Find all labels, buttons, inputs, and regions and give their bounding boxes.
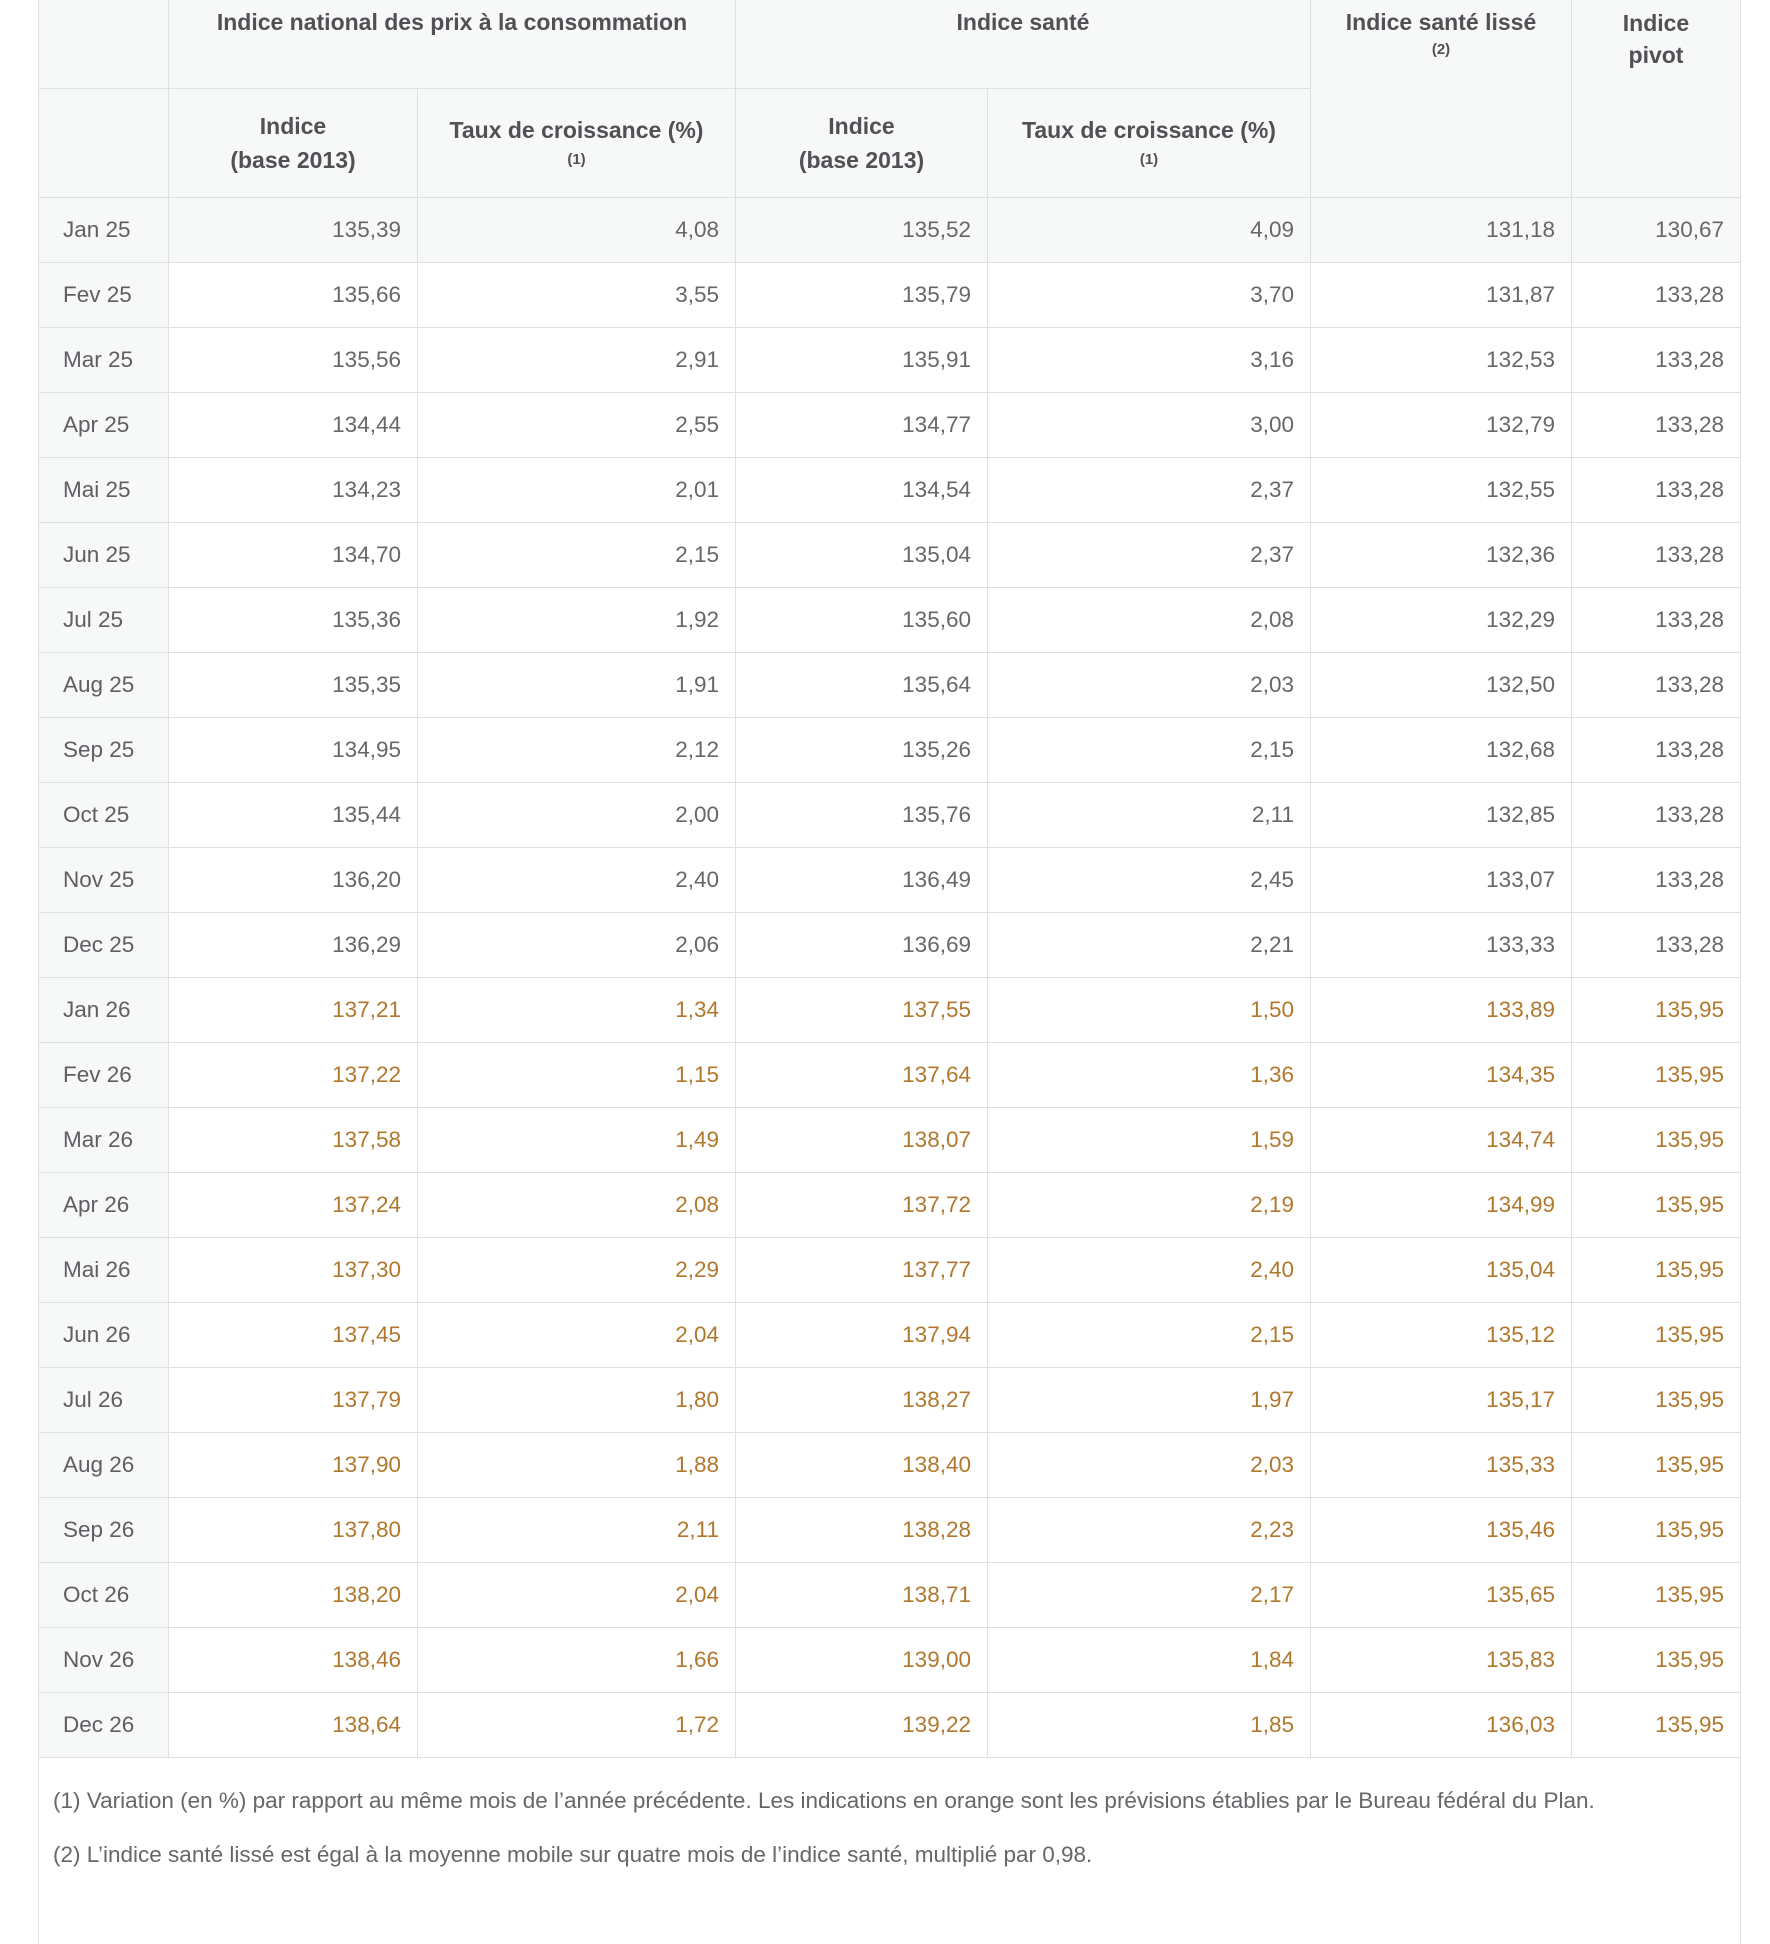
- table-row: [39, 262, 1741, 327]
- value-cell: 134,95: [169, 717, 418, 782]
- value-cell: 139,00: [736, 1627, 988, 1692]
- value-cell: 1,50: [988, 977, 1311, 1042]
- table-row: [39, 1692, 1741, 1757]
- month-cell: Mar 25: [39, 327, 169, 392]
- table-row: [39, 1107, 1741, 1172]
- group-header-sante-lisse: [1311, 0, 1572, 197]
- value-cell: 1,91: [418, 652, 736, 717]
- table-row: [39, 197, 1741, 262]
- month-cell: Oct 26: [39, 1562, 169, 1627]
- value-cell: 132,50: [1311, 652, 1572, 717]
- value-cell: 135,95: [1572, 1562, 1741, 1627]
- value-cell: 135,95: [1572, 1237, 1741, 1302]
- value-cell: 2,15: [988, 717, 1311, 782]
- value-cell: 2,23: [988, 1497, 1311, 1562]
- value-cell: 135,56: [169, 327, 418, 392]
- value-cell: 133,07: [1311, 847, 1572, 912]
- value-cell: 1,80: [418, 1367, 736, 1432]
- table-row: [39, 587, 1741, 652]
- value-cell: 133,28: [1572, 262, 1741, 327]
- table-row: [39, 1367, 1741, 1432]
- table-row: [39, 1042, 1741, 1107]
- value-cell: 1,36: [988, 1042, 1311, 1107]
- month-cell: Aug 26: [39, 1432, 169, 1497]
- group-header-pivot-label: Indice pivot: [1622, 10, 1690, 68]
- value-cell: 135,95: [1572, 1432, 1741, 1497]
- table-row: [39, 392, 1741, 457]
- value-cell: 132,68: [1311, 717, 1572, 782]
- value-cell: 138,20: [169, 1562, 418, 1627]
- value-cell: 137,64: [736, 1042, 988, 1107]
- value-cell: 135,33: [1311, 1432, 1572, 1497]
- corner-header-bottom: [39, 88, 169, 197]
- footnote-ref-2: (2): [1431, 41, 1451, 58]
- value-cell: 136,20: [169, 847, 418, 912]
- value-cell: 137,30: [169, 1237, 418, 1302]
- value-cell: 137,45: [169, 1302, 418, 1367]
- value-cell: 134,74: [1311, 1107, 1572, 1172]
- value-cell: 139,22: [736, 1692, 988, 1757]
- value-cell: 4,08: [418, 197, 736, 262]
- value-cell: 135,95: [1572, 1497, 1741, 1562]
- value-cell: 2,91: [418, 327, 736, 392]
- value-cell: 131,18: [1311, 197, 1572, 262]
- value-cell: 135,95: [1572, 1692, 1741, 1757]
- value-cell: 2,40: [988, 1237, 1311, 1302]
- footnotes-area: [39, 1757, 1741, 1944]
- value-cell: 137,22: [169, 1042, 418, 1107]
- value-cell: 133,28: [1572, 587, 1741, 652]
- value-cell: 135,60: [736, 587, 988, 652]
- value-cell: 1,72: [418, 1692, 736, 1757]
- table-row: [39, 457, 1741, 522]
- value-cell: 132,29: [1311, 587, 1572, 652]
- value-cell: 1,84: [988, 1627, 1311, 1692]
- value-cell: 1,88: [418, 1432, 736, 1497]
- value-cell: 134,77: [736, 392, 988, 457]
- subheader-sante-indice: Indice (base 2013): [736, 88, 988, 197]
- table-row: [39, 1432, 1741, 1497]
- value-cell: 137,72: [736, 1172, 988, 1237]
- value-cell: 2,03: [988, 1432, 1311, 1497]
- table-row: [39, 977, 1741, 1042]
- value-cell: 2,15: [418, 522, 736, 587]
- value-cell: 132,79: [1311, 392, 1572, 457]
- value-cell: 135,17: [1311, 1367, 1572, 1432]
- value-cell: 2,00: [418, 782, 736, 847]
- value-cell: 2,17: [988, 1562, 1311, 1627]
- value-cell: 138,71: [736, 1562, 988, 1627]
- month-cell: Dec 25: [39, 912, 169, 977]
- value-cell: 138,64: [169, 1692, 418, 1757]
- value-cell: 133,28: [1572, 782, 1741, 847]
- value-cell: 135,95: [1572, 1367, 1741, 1432]
- table-row: [39, 717, 1741, 782]
- value-cell: 133,28: [1572, 847, 1741, 912]
- month-cell: Jan 26: [39, 977, 169, 1042]
- month-cell: Dec 26: [39, 1692, 169, 1757]
- value-cell: 135,95: [1572, 977, 1741, 1042]
- month-cell: Fev 25: [39, 262, 169, 327]
- value-cell: 2,37: [988, 522, 1311, 587]
- value-cell: 135,64: [736, 652, 988, 717]
- value-cell: 137,24: [169, 1172, 418, 1237]
- table-row: [39, 1302, 1741, 1367]
- value-cell: 2,37: [988, 457, 1311, 522]
- month-cell: Sep 25: [39, 717, 169, 782]
- subheader-inpc-taux: Taux de croissance (%) (1): [418, 88, 736, 197]
- value-cell: 132,85: [1311, 782, 1572, 847]
- table-row: [39, 782, 1741, 847]
- value-cell: 2,45: [988, 847, 1311, 912]
- month-cell: Nov 25: [39, 847, 169, 912]
- value-cell: 3,16: [988, 327, 1311, 392]
- value-cell: 134,70: [169, 522, 418, 587]
- value-cell: 133,89: [1311, 977, 1572, 1042]
- value-cell: 1,85: [988, 1692, 1311, 1757]
- value-cell: 2,11: [418, 1497, 736, 1562]
- value-cell: 130,67: [1572, 197, 1741, 262]
- footnote-1: (1) Variation (en %) par rapport au même mois de l’année précédente. Les indications en orange sont les prévisions établies par le Bureau fédéral du Plan.: [53, 1787, 1595, 1813]
- value-cell: 133,28: [1572, 522, 1741, 587]
- value-cell: 3,00: [988, 392, 1311, 457]
- value-cell: 2,08: [988, 587, 1311, 652]
- value-cell: 136,69: [736, 912, 988, 977]
- month-cell: Apr 25: [39, 392, 169, 457]
- value-cell: 135,95: [1572, 1172, 1741, 1237]
- value-cell: 135,26: [736, 717, 988, 782]
- table-row: [39, 1497, 1741, 1562]
- value-cell: 2,06: [418, 912, 736, 977]
- month-cell: Jul 25: [39, 587, 169, 652]
- value-cell: 135,91: [736, 327, 988, 392]
- group-header-inpc: Indice national des prix à la consommation: [169, 0, 736, 88]
- value-cell: 135,04: [1311, 1237, 1572, 1302]
- value-cell: 138,46: [169, 1627, 418, 1692]
- month-cell: Oct 25: [39, 782, 169, 847]
- value-cell: 135,65: [1311, 1562, 1572, 1627]
- footnote-ref-1: (1): [1139, 150, 1159, 168]
- value-cell: 137,79: [169, 1367, 418, 1432]
- value-cell: 132,55: [1311, 457, 1572, 522]
- month-cell: Jun 26: [39, 1302, 169, 1367]
- value-cell: 1,15: [418, 1042, 736, 1107]
- value-cell: 135,46: [1311, 1497, 1572, 1562]
- month-cell: Jan 25: [39, 197, 169, 262]
- value-cell: 135,66: [169, 262, 418, 327]
- value-cell: 135,04: [736, 522, 988, 587]
- value-cell: 138,28: [736, 1497, 988, 1562]
- value-cell: 135,79: [736, 262, 988, 327]
- value-cell: 1,59: [988, 1107, 1311, 1172]
- value-cell: 134,23: [169, 457, 418, 522]
- value-cell: 3,55: [418, 262, 736, 327]
- value-cell: 134,99: [1311, 1172, 1572, 1237]
- value-cell: 2,01: [418, 457, 736, 522]
- table-row: [39, 327, 1741, 392]
- value-cell: 2,15: [988, 1302, 1311, 1367]
- group-header-sante-lisse-label: Indice santé lissé: [1345, 9, 1537, 35]
- value-cell: 135,95: [1572, 1107, 1741, 1172]
- value-cell: 138,27: [736, 1367, 988, 1432]
- value-cell: 131,87: [1311, 262, 1572, 327]
- value-cell: 135,95: [1572, 1042, 1741, 1107]
- value-cell: 135,76: [736, 782, 988, 847]
- footnote-2: (2) L’indice santé lissé est égal à la moyenne mobile sur quatre mois de l’indice santé, multiplié par 0,98.: [53, 1841, 1093, 1867]
- price-index-table: [38, 0, 1741, 1944]
- value-cell: 135,39: [169, 197, 418, 262]
- value-cell: 137,55: [736, 977, 988, 1042]
- table-row: [39, 912, 1741, 977]
- value-cell: 135,36: [169, 587, 418, 652]
- value-cell: 2,19: [988, 1172, 1311, 1237]
- value-cell: 133,28: [1572, 327, 1741, 392]
- table-row: [39, 652, 1741, 717]
- subheader-sante-taux: Taux de croissance (%) (1): [988, 88, 1311, 197]
- value-cell: 2,03: [988, 652, 1311, 717]
- month-cell: Aug 25: [39, 652, 169, 717]
- value-cell: 2,21: [988, 912, 1311, 977]
- group-header-pivot: [1572, 0, 1741, 197]
- value-cell: 2,08: [418, 1172, 736, 1237]
- value-cell: 136,49: [736, 847, 988, 912]
- table-row: [39, 1562, 1741, 1627]
- month-cell: Mai 26: [39, 1237, 169, 1302]
- index-table-container: [38, 0, 1740, 1944]
- subheader-inpc-indice: Indice (base 2013): [169, 88, 418, 197]
- table-row: [39, 847, 1741, 912]
- value-cell: 2,12: [418, 717, 736, 782]
- value-cell: 1,92: [418, 587, 736, 652]
- value-cell: 133,28: [1572, 652, 1741, 717]
- value-cell: 1,97: [988, 1367, 1311, 1432]
- group-header-sante: Indice santé: [736, 0, 1311, 88]
- value-cell: 136,03: [1311, 1692, 1572, 1757]
- value-cell: 138,07: [736, 1107, 988, 1172]
- value-cell: 135,95: [1572, 1302, 1741, 1367]
- value-cell: 1,66: [418, 1627, 736, 1692]
- table-row: [39, 522, 1741, 587]
- value-cell: 2,29: [418, 1237, 736, 1302]
- month-cell: Jul 26: [39, 1367, 169, 1432]
- value-cell: 136,29: [169, 912, 418, 977]
- month-cell: Sep 26: [39, 1497, 169, 1562]
- value-cell: 135,12: [1311, 1302, 1572, 1367]
- value-cell: 2,40: [418, 847, 736, 912]
- value-cell: 2,55: [418, 392, 736, 457]
- month-cell: Fev 26: [39, 1042, 169, 1107]
- value-cell: 135,95: [1572, 1627, 1741, 1692]
- month-cell: Mar 26: [39, 1107, 169, 1172]
- value-cell: 137,94: [736, 1302, 988, 1367]
- value-cell: 137,77: [736, 1237, 988, 1302]
- month-cell: Apr 26: [39, 1172, 169, 1237]
- footnote-ref-1: (1): [567, 150, 586, 168]
- value-cell: 1,34: [418, 977, 736, 1042]
- value-cell: 3,70: [988, 262, 1311, 327]
- table-row: [39, 1172, 1741, 1237]
- table-row: [39, 1627, 1741, 1692]
- value-cell: 132,36: [1311, 522, 1572, 587]
- value-cell: 132,53: [1311, 327, 1572, 392]
- value-cell: 137,58: [169, 1107, 418, 1172]
- value-cell: 135,83: [1311, 1627, 1572, 1692]
- month-cell: Nov 26: [39, 1627, 169, 1692]
- corner-header-top: [39, 0, 169, 88]
- month-cell: Jun 25: [39, 522, 169, 587]
- value-cell: 1,49: [418, 1107, 736, 1172]
- value-cell: 134,35: [1311, 1042, 1572, 1107]
- value-cell: 135,35: [169, 652, 418, 717]
- value-cell: 137,80: [169, 1497, 418, 1562]
- value-cell: 134,44: [169, 392, 418, 457]
- value-cell: 137,21: [169, 977, 418, 1042]
- value-cell: 133,28: [1572, 717, 1741, 782]
- value-cell: 2,04: [418, 1302, 736, 1367]
- value-cell: 133,28: [1572, 457, 1741, 522]
- value-cell: 2,11: [988, 782, 1311, 847]
- table-row: [39, 1237, 1741, 1302]
- value-cell: 4,09: [988, 197, 1311, 262]
- value-cell: 135,52: [736, 197, 988, 262]
- value-cell: 2,04: [418, 1562, 736, 1627]
- value-cell: 133,33: [1311, 912, 1572, 977]
- value-cell: 135,44: [169, 782, 418, 847]
- value-cell: 137,90: [169, 1432, 418, 1497]
- value-cell: 138,40: [736, 1432, 988, 1497]
- value-cell: 133,28: [1572, 912, 1741, 977]
- value-cell: 133,28: [1572, 392, 1741, 457]
- value-cell: 134,54: [736, 457, 988, 522]
- month-cell: Mai 25: [39, 457, 169, 522]
